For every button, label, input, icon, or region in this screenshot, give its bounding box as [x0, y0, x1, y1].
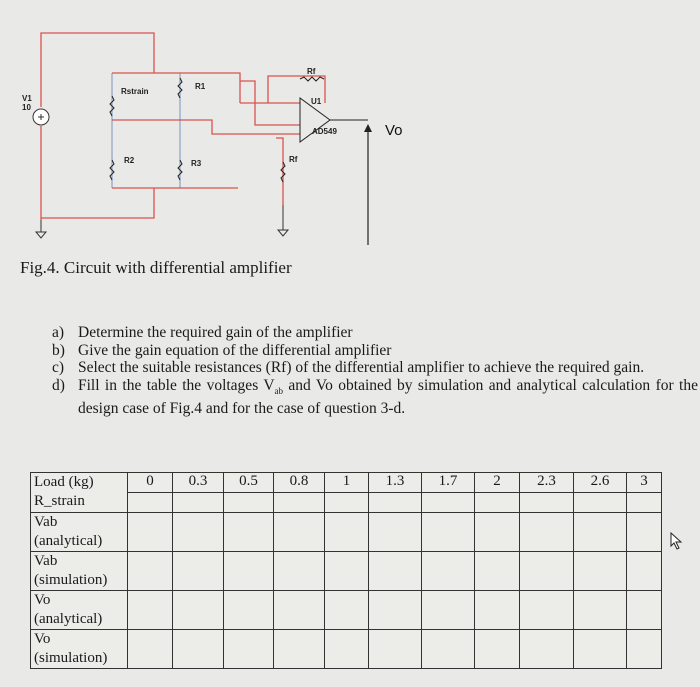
question-text — [78, 377, 698, 418]
load-cell: 0 — [128, 473, 173, 493]
v1-label: V1 — [22, 94, 32, 103]
table-header-row — [31, 473, 662, 493]
question-marker: a) — [52, 324, 65, 341]
rstrain-label: Rstrain — [121, 87, 149, 96]
question-marker: b) — [52, 341, 65, 359]
u1-label: U1 — [311, 97, 322, 106]
load-cell: 3 — [627, 473, 662, 493]
load-cell: 0.8 — [274, 473, 325, 493]
row-label-cell — [31, 591, 128, 630]
figure-caption: Fig.4. Circuit with differential amplifier — [20, 258, 292, 277]
question-text: Give the gain equation of the differential amplifier — [78, 341, 392, 359]
question-marker: c) — [52, 359, 65, 376]
header-label-rstrain: R_strain — [34, 493, 85, 509]
row-label-line2: (simulation) — [34, 572, 108, 588]
results-table — [30, 472, 662, 669]
question-list — [52, 324, 698, 418]
header-label-load: Load (kg) — [34, 474, 94, 490]
question-d — [52, 377, 698, 418]
load-cell: 1.3 — [369, 473, 422, 493]
question-marker: d) — [52, 376, 65, 394]
circuit-diagram — [0, 0, 700, 250]
header-label-cell — [31, 473, 128, 513]
row-label-line2: (analytical) — [34, 533, 103, 549]
load-cell: 0.5 — [224, 473, 274, 493]
question-text-part: Fill in the table the voltages V — [78, 376, 275, 394]
opamp-label: AD549 — [312, 127, 337, 136]
rf-bottom-label: Rf — [289, 155, 298, 164]
load-cell: 1 — [325, 473, 369, 493]
row-label-cell — [31, 552, 128, 591]
row-label-line1: Vab — [34, 514, 58, 530]
r1-label: R1 — [195, 82, 206, 91]
load-cell: 2 — [475, 473, 520, 493]
question-text-part: and Vo obtained by simulation and analytical calculation for the design case of Fig.4 and for the case of question 3-d. — [78, 376, 698, 418]
load-cell: 1.7 — [422, 473, 475, 493]
table-row — [31, 630, 662, 669]
row-label-line1: Vab — [34, 553, 58, 569]
r3-label: R3 — [191, 159, 202, 168]
mouse-pointer-icon — [670, 532, 684, 550]
table-row — [31, 513, 662, 552]
subscript-ab: ab — [274, 385, 284, 396]
row-label-line2: (simulation) — [34, 650, 108, 666]
v1-value-label: 10 — [22, 103, 31, 112]
row-label-cell — [31, 630, 128, 669]
row-label-line1: Vo — [34, 592, 51, 608]
question-a — [52, 324, 698, 342]
vo-label: Vo — [385, 122, 403, 139]
row-label-line2: (analytical) — [34, 611, 103, 627]
load-cell: 0.3 — [173, 473, 224, 493]
row-label-line1: Vo — [34, 631, 51, 647]
table-row — [31, 591, 662, 630]
load-cell: 2.6 — [574, 473, 627, 493]
load-cell: 2.3 — [520, 473, 574, 493]
r2-label: R2 — [124, 156, 135, 165]
table-row — [31, 552, 662, 591]
question-b — [52, 342, 698, 360]
question-c — [52, 359, 698, 377]
question-text: Determine the required gain of the amplifier — [78, 324, 353, 341]
question-text: Select the suitable resistances (Rf) of the differential amplifier to achieve the required gain. — [78, 359, 645, 376]
row-label-cell — [31, 513, 128, 552]
rf-top-label: Rf — [307, 67, 316, 76]
